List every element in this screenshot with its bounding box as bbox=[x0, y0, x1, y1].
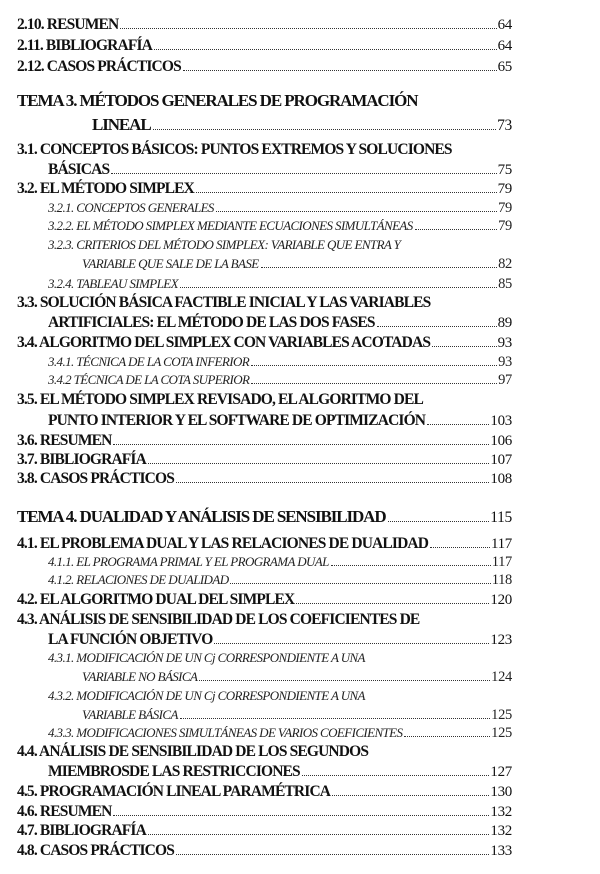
toc-section-line[interactable] bbox=[17, 590, 512, 610]
page-number: 93 bbox=[498, 354, 512, 370]
toc-subsection-line[interactable] bbox=[48, 352, 512, 372]
toc-entry-title: 2.12. CASOS PRÁCTICOS bbox=[17, 58, 181, 75]
dot-leader bbox=[230, 583, 490, 584]
dot-leader bbox=[176, 482, 489, 483]
page-number: 108 bbox=[490, 471, 512, 487]
toc-section-line[interactable] bbox=[48, 762, 512, 782]
page-number: 125 bbox=[491, 725, 512, 741]
toc-entry-title: 3.4.2 TÉCNICA DE LA COTA SUPERIOR bbox=[48, 372, 250, 387]
toc-entry-title: 4.1. EL PROBLEMA DUAL Y LAS RELACIONES DE DUALIDAD bbox=[17, 535, 429, 552]
toc-entry-title: 3.5. EL MÉTODO SIMPLEX REVISADO, EL ALGORITMO DEL bbox=[17, 391, 423, 408]
toc-section-line[interactable] bbox=[48, 411, 512, 431]
dot-leader bbox=[216, 211, 497, 212]
toc-subsection-line[interactable] bbox=[48, 686, 512, 706]
toc-section-line[interactable] bbox=[17, 450, 512, 470]
toc-section-line[interactable] bbox=[17, 431, 512, 451]
dot-leader bbox=[332, 795, 489, 796]
toc-subsection-line[interactable] bbox=[48, 723, 512, 743]
toc-entry-title: 3.2.4. TABLEAU SIMPLEX bbox=[48, 276, 178, 291]
toc-section-line[interactable] bbox=[17, 390, 512, 410]
toc-chapter-line[interactable] bbox=[17, 91, 512, 111]
toc-entry-title: 3.1. CONCEPTOS BÁSICOS: PUNTOS EXTREMOS Y SOLUCIONES bbox=[17, 141, 452, 158]
toc-section-line[interactable] bbox=[17, 140, 512, 160]
toc-section-line[interactable] bbox=[17, 821, 512, 841]
dot-leader bbox=[296, 603, 489, 604]
toc-entry-title: 3.2.2. EL MÉTODO SIMPLEX MEDIANTE ECUACIONES SIMULTÁNEAS bbox=[48, 218, 413, 233]
toc-subsection-line[interactable] bbox=[48, 235, 512, 255]
toc-section-line[interactable] bbox=[17, 841, 512, 861]
dot-leader bbox=[148, 463, 489, 464]
toc-section-line[interactable] bbox=[48, 313, 512, 333]
page-number: 123 bbox=[490, 632, 512, 648]
toc-section-line[interactable] bbox=[17, 36, 512, 56]
toc-entry-title: 4.1.1. EL PROGRAMA PRIMAL Y EL PROGRAMA DUAL bbox=[48, 554, 329, 569]
toc-entry-title: MIEMBROSDE LAS RESTRICCIONES bbox=[48, 763, 300, 780]
toc-section-line[interactable] bbox=[17, 57, 512, 77]
toc-subsection-line[interactable] bbox=[82, 667, 512, 687]
toc-chapter-line[interactable] bbox=[92, 115, 512, 135]
page-number: 73 bbox=[497, 117, 512, 134]
dot-leader bbox=[302, 775, 490, 776]
toc-entry-title: LINEAL bbox=[92, 115, 151, 134]
page-number: 115 bbox=[490, 509, 512, 526]
dot-leader bbox=[427, 424, 489, 425]
toc-section-line[interactable] bbox=[17, 469, 512, 489]
page-number: 103 bbox=[490, 413, 512, 429]
toc-entry-title: 3.4. ALGORITMO DEL SIMPLEX CON VARIABLES ACOTADAS bbox=[17, 334, 431, 351]
dot-leader bbox=[148, 834, 489, 835]
page-number: 132 bbox=[490, 823, 512, 839]
dot-leader bbox=[154, 49, 497, 50]
toc-entry-title: BÁSICAS bbox=[48, 161, 110, 178]
toc-entry-title: 3.4.1. TÉCNICA DE LA COTA INFERIOR bbox=[48, 354, 250, 369]
toc-entry-title: 4.1.2. RELACIONES DE DUALIDAD bbox=[48, 572, 229, 587]
page-number: 79 bbox=[498, 200, 512, 216]
page-number: 130 bbox=[490, 784, 512, 800]
page-number: 64 bbox=[497, 38, 512, 54]
dot-leader bbox=[214, 643, 489, 644]
dot-leader bbox=[111, 173, 496, 174]
dot-leader bbox=[415, 229, 497, 230]
toc-section-line[interactable] bbox=[17, 293, 512, 313]
page-number: 133 bbox=[490, 843, 512, 859]
toc-entry-title: TEMA 3. MÉTODOS GENERALES DE PROGRAMACIÓN bbox=[17, 91, 418, 110]
page-number: 79 bbox=[497, 181, 512, 197]
page-number: 65 bbox=[497, 59, 512, 75]
page-number: 75 bbox=[497, 162, 512, 178]
toc-entry-title: 4.3. ANÁLISIS DE SENSIBILIDAD DE LOS COEFICIENTES DE bbox=[17, 611, 420, 628]
page-number: 125 bbox=[491, 707, 512, 723]
dot-leader bbox=[196, 192, 497, 193]
toc-section-line[interactable] bbox=[17, 534, 512, 554]
toc-section-line[interactable] bbox=[17, 610, 512, 630]
dot-leader bbox=[176, 854, 489, 855]
dot-leader bbox=[388, 521, 490, 522]
toc-section-line[interactable] bbox=[48, 160, 512, 180]
toc-entry-title: 4.3.1. MODIFICACIÓN DE UN Cj CORRESPONDIENTE A UNA bbox=[48, 650, 365, 665]
toc-entry-title: VARIABLE QUE SALE DE LA BASE bbox=[82, 256, 259, 271]
toc-entry-title: 4.5. PROGRAMACIÓN LINEAL PARAMÉTRICA bbox=[17, 783, 331, 800]
toc-entry-title: 3.3. SOLUCIÓN BÁSICA FACTIBLE INICIAL Y LAS VARIABLES bbox=[17, 294, 431, 311]
toc-subsection-line[interactable] bbox=[82, 705, 512, 725]
toc-entry-title: 4.3.3. MODIFICACIONES SIMULTÁNEAS DE VARIOS COEFICIENTES bbox=[48, 725, 403, 740]
toc-entry-title: 3.2.3. CRITERIOS DEL MÉTODO SIMPLEX: VARIABLE QUE ENTRA Y bbox=[48, 237, 401, 252]
toc-section-line[interactable] bbox=[17, 333, 512, 353]
page-number: 89 bbox=[497, 315, 512, 331]
toc-entry-title: 4.4. ANÁLISIS DE SENSIBILIDAD DE LOS SEGUNDOS bbox=[17, 743, 369, 760]
dot-leader bbox=[113, 444, 489, 445]
page-number: 124 bbox=[491, 669, 512, 685]
toc-section-line[interactable] bbox=[17, 15, 512, 35]
toc-entry-title: 4.6. RESUMEN bbox=[17, 803, 112, 820]
toc-subsection-line[interactable] bbox=[48, 370, 512, 390]
toc-entry-title: VARIABLE NO BÁSICA bbox=[82, 669, 198, 684]
dot-leader bbox=[404, 736, 490, 737]
toc-entry-title: 3.2. EL MÉTODO SIMPLEX bbox=[17, 180, 194, 197]
page-number: 107 bbox=[490, 452, 512, 468]
dot-leader bbox=[153, 129, 497, 130]
toc-subsection-line[interactable] bbox=[48, 274, 512, 294]
toc-subsection-line[interactable] bbox=[48, 216, 512, 236]
dot-leader bbox=[377, 326, 497, 327]
page-number: 85 bbox=[498, 276, 512, 292]
toc-entry-title: 3.2.1. CONCEPTOS GENERALES bbox=[48, 200, 214, 215]
toc-section-line[interactable] bbox=[17, 742, 512, 762]
dot-leader bbox=[180, 718, 490, 719]
toc-entry-title: ARTIFICIALES: EL MÉTODO DE LAS DOS FASES bbox=[48, 314, 375, 331]
page-number: 132 bbox=[490, 804, 512, 820]
toc-entry-title: 3.8. CASOS PRÁCTICOS bbox=[17, 470, 174, 487]
toc-section-line[interactable] bbox=[17, 782, 512, 802]
toc-subsection-line[interactable] bbox=[48, 198, 512, 218]
toc-subsection-line[interactable] bbox=[48, 552, 512, 572]
page-number: 97 bbox=[498, 372, 512, 388]
dot-leader bbox=[430, 547, 490, 548]
toc-entry-title: PUNTO INTERIOR Y EL SOFTWARE DE OPTIMIZACIÓN bbox=[48, 412, 426, 429]
page-number: 117 bbox=[491, 554, 512, 570]
page-number: 127 bbox=[490, 764, 512, 780]
toc-subsection-line[interactable] bbox=[48, 570, 512, 590]
page-number: 120 bbox=[490, 592, 512, 608]
page-number: 64 bbox=[497, 17, 512, 33]
toc-entry-title: TEMA 4. DUALIDAD Y ANÁLISIS DE SENSIBILIDAD bbox=[17, 507, 386, 526]
toc-entry-title: 2.11. BIBLIOGRAFÍA bbox=[17, 37, 152, 54]
toc-entry-title: 2.10. RESUMEN bbox=[17, 16, 119, 33]
dot-leader bbox=[113, 815, 489, 816]
dot-leader bbox=[120, 28, 496, 29]
dot-leader bbox=[432, 346, 496, 347]
page-number: 82 bbox=[498, 256, 512, 272]
dot-leader bbox=[251, 365, 497, 366]
page-number: 118 bbox=[491, 572, 512, 588]
toc-section-line[interactable] bbox=[17, 802, 512, 822]
toc-entry-title: 3.7. BIBLIOGRAFÍA bbox=[17, 451, 146, 468]
dot-leader bbox=[180, 287, 497, 288]
dot-leader bbox=[251, 383, 497, 384]
toc-entry-title: LA FUNCIÓN OBJETIVO bbox=[48, 631, 213, 648]
toc-entry-title: 4.2. EL ALGORITMO DUAL DEL SIMPLEX bbox=[17, 591, 295, 608]
page-number: 117 bbox=[490, 536, 512, 552]
toc-subsection-line[interactable] bbox=[82, 254, 512, 274]
toc-entry-title: 4.3.2. MODIFICACIÓN DE UN Cj CORRESPONDIENTE A UNA bbox=[48, 688, 365, 703]
dot-leader bbox=[261, 267, 497, 268]
toc-subsection-line[interactable] bbox=[48, 648, 512, 668]
page-number: 93 bbox=[497, 335, 512, 351]
dot-leader bbox=[199, 680, 490, 681]
dot-leader bbox=[331, 565, 491, 566]
toc-entry-title: VARIABLE BÁSICA bbox=[82, 707, 178, 722]
toc-entry-title: 4.7. BIBLIOGRAFÍA bbox=[17, 822, 146, 839]
toc-section-line[interactable] bbox=[17, 179, 512, 199]
page-number: 106 bbox=[490, 433, 512, 449]
toc-entry-title: 3.6. RESUMEN bbox=[17, 432, 112, 449]
dot-leader bbox=[183, 70, 497, 71]
page-number: 79 bbox=[498, 218, 512, 234]
toc-section-line[interactable] bbox=[48, 630, 512, 650]
toc-chapter-line[interactable] bbox=[17, 507, 512, 527]
toc-entry-title: 4.8. CASOS PRÁCTICOS bbox=[17, 842, 174, 859]
